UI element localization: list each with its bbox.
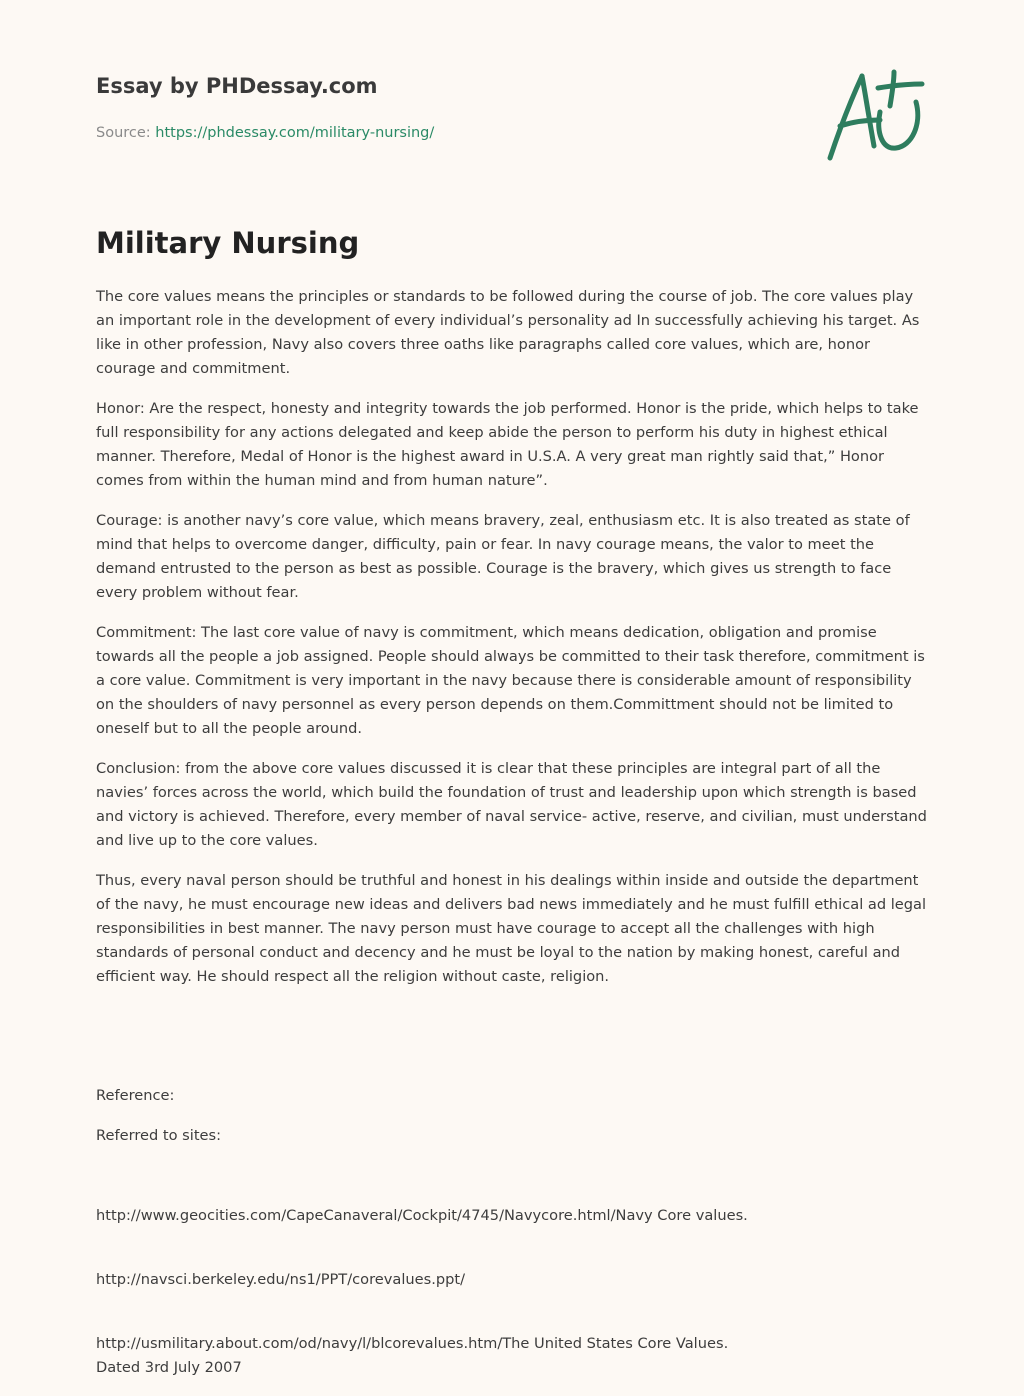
paragraph: The core values means the principles or standards to be followed during the course of job. The core values play an important role in the development of every individual’s personality ad In successfully achieving his target. As like in other profession, Navy also covers three oaths like paragraphs called core values, which are, honor courage and commitment. (96, 288, 920, 377)
reference-link: http://navsci.berkeley.edu/ns1/PPT/corevalues.ppt/ (96, 1271, 466, 1288)
source-link[interactable]: https://phdessay.com/military-nursing/ (155, 125, 435, 141)
paragraph: Honor: Are the respect, honesty and integrity towards the job performed. Honor is the pride, which helps to take full responsibility for any actions delegated and keep abide the person to perform his duty in highest ethical manner. Therefore, Medal of Honor is the highest award in U.S.A. A very great man rightly said that,” Honor comes from within the human mind and from human nature”. (96, 400, 919, 489)
reference-link: http://www.geocities.com/CapeCanaveral/Cockpit/4745/Navycore.html/Navy Core values. (96, 1207, 748, 1224)
source-line (96, 125, 434, 141)
essay-title: Military Nursing (96, 226, 360, 260)
reference-subheading: Referred to sites: (96, 1127, 222, 1144)
essay-body (96, 285, 932, 1005)
source-label: Source: (96, 125, 156, 141)
paragraph: Commitment: The last core value of navy is commitment, which means dedication, obligation and promise towards all the people a job assigned. People should always be committed to their task therefore, commitment is a core value. Commitment is very important in the navy because there is considerable amount of responsibility on the shoulders of navy personnel as every person depends on them.Committment should not be limited to oneself but to all the people around. (96, 624, 925, 737)
a-plus-logo-icon (824, 68, 928, 164)
paragraph: Conclusion: from the above core values discussed it is clear that these principles are integral part of all the navies’ forces across the world, which build the foundation of trust and leadership upon which strength is based and victory is achieved. Therefore, every member of naval service- active, reserve, and civilian, must understand and live up to the core values. (96, 760, 927, 849)
paragraph: Courage: is another navy’s core value, which means bravery, zeal, enthusiasm etc. It is also treated as state of mind that helps to overcome danger, difficulty, pain or fear. In navy courage means, the valor to meet the demand entrusted to the person as best as possible. Courage is the bravery, which gives us strength to face every problem without fear. (96, 512, 910, 601)
reference-link: http://usmilitary.about.com/od/navy/l/blcorevalues.htm/The United States Core Values. (96, 1335, 729, 1352)
paragraph: Thus, every naval person should be truthful and honest in his dealings within inside and outside the department of the navy, he must encourage new ideas and delivers bad news immediately and he must fulfill ethical ad legal responsibilities in best manner. The navy person must have courage to accept all the challenges with high standards of personal conduct and decency and he must be loyal to the nation by making honest, careful and efficient way. He should respect all the religion without caste, religion. (96, 872, 927, 985)
reference-heading: Reference: (96, 1087, 175, 1104)
site-title: Essay by PHDessay.com (96, 74, 378, 98)
reference-date: Dated 3rd July 2007 (96, 1359, 242, 1376)
